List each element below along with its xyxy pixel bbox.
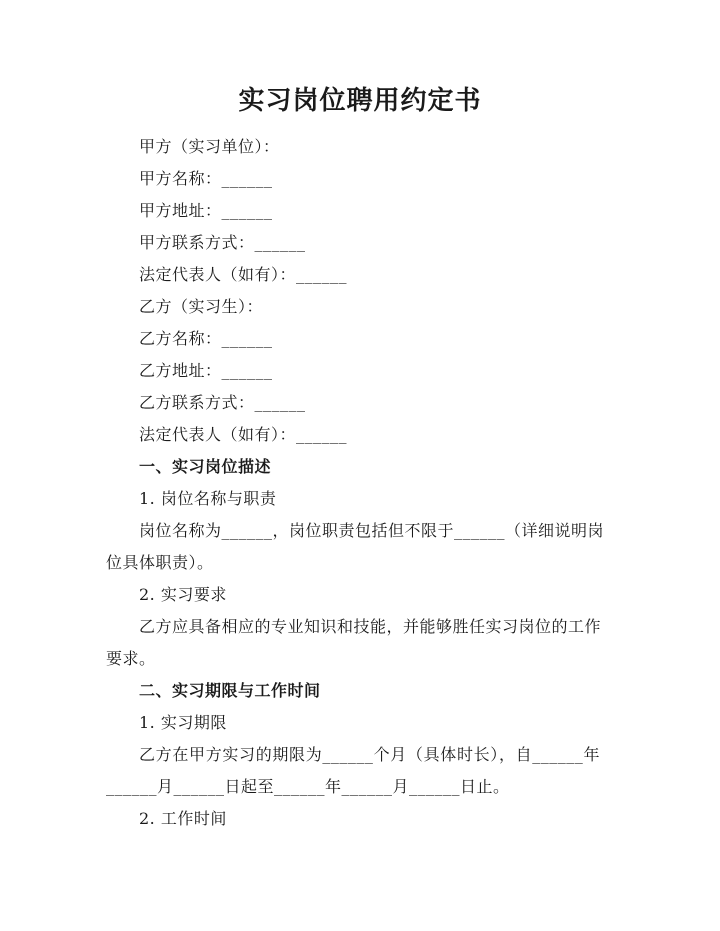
party-a-contact: 甲方联系方式：______	[139, 233, 306, 252]
party-b-heading: 乙方（实习生）：	[139, 297, 264, 316]
paragraph-line: ______月______日起至______年______月______日止。	[106, 777, 510, 796]
party-b-address: 乙方地址：______	[139, 361, 273, 380]
party-a-address: 甲方地址：______	[139, 201, 273, 220]
party-b-contact: 乙方联系方式：______	[139, 393, 306, 412]
section-1-heading: 一、实习岗位描述	[139, 457, 272, 476]
paragraph-line: 乙方在甲方实习的期限为______个月（具体时长），自______年	[139, 745, 600, 764]
party-b-legal-rep: 法定代表人（如有）：______	[139, 425, 348, 444]
subsection-2-1: 1. 实习期限	[139, 713, 227, 732]
paragraph-line: 位具体职责）。	[106, 553, 214, 572]
section-2-heading: 二、实习期限与工作时间	[139, 681, 321, 700]
party-a-heading: 甲方（实习单位）：	[139, 137, 280, 156]
subsection-2-2: 2. 工作时间	[139, 809, 227, 828]
subsection-1-2: 2. 实习要求	[139, 585, 227, 604]
subsection-1-1: 1. 岗位名称与职责	[139, 489, 277, 508]
paragraph-line: 要求。	[106, 649, 156, 668]
party-a-name: 甲方名称：______	[139, 169, 273, 188]
paragraph-line: 岗位名称为______，岗位职责包括但不限于______（详细说明岗	[139, 521, 605, 540]
party-a-legal-rep: 法定代表人（如有）：______	[139, 265, 348, 284]
party-b-name: 乙方名称：______	[139, 329, 273, 348]
document-title: 实习岗位聘用约定书	[238, 86, 482, 116]
paragraph-line: 乙方应具备相应的专业知识和技能，并能够胜任实习岗位的工作	[139, 617, 602, 636]
